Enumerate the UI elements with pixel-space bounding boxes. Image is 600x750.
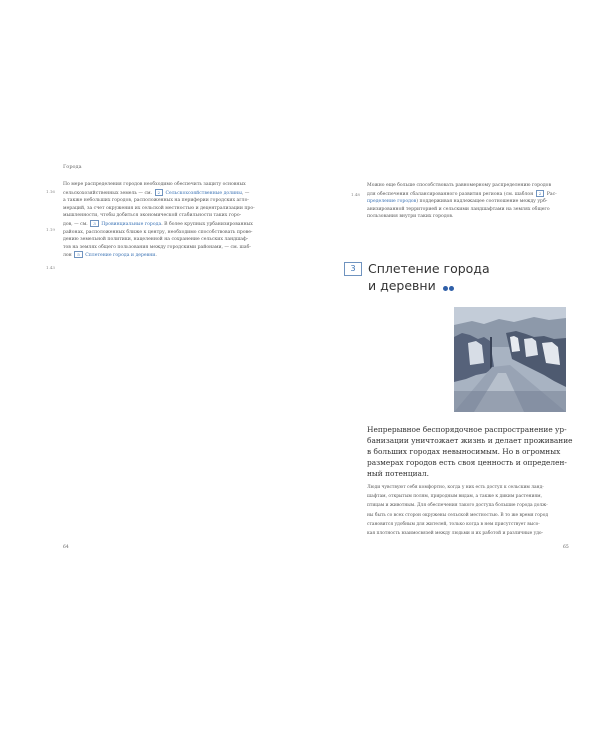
cross-reference-link[interactable]: Сельскохозяйственные долины [165,190,242,196]
text-line: По мере распределения городов необходимо обеспечить защиту основных [63,182,246,187]
village-street-photo [454,307,566,412]
right-body-text [367,483,567,538]
cross-reference-link[interactable]: Сплетение города и деревни [85,253,156,259]
text-line: пределение городов) поддерживая надлежащее соотношение между урб- [367,199,548,205]
text-line: дов, — см. 3 Провинциальные города. В более крупных урбанизированных [63,220,253,227]
margin-note: 1.48 [351,192,360,197]
pattern-number-badge[interactable]: 2 [155,189,164,196]
text-line: Можно еще больше способствовать равномерному распределению городов [367,183,552,188]
text-line: тов на землях общего пользования между городскими районами, — см. шаб- [63,244,251,250]
text-line: сельскохозяйственных земель — см. 2 Сельскохозяйственные долины, — [63,189,250,196]
chapter-title-line: Сплетение города [368,261,490,276]
margin-note: 1.43 [46,265,55,270]
text-line: мышленности, чтобы добиться экономической стабильности таких горо- [63,213,242,219]
chapter-title-line: и деревни [368,278,436,293]
page-number: 65 [563,545,569,550]
text-line: ны быть со всех сторон окружены сельской местностью. В то же время город [367,512,549,518]
text-line: Люди чувствуют себя комфортно, когда у них есть доступ к сельским ланд- [367,485,544,490]
chapter-dots-icon [443,278,455,295]
text-line: становится удобным для жителей, только когда в нем присутствует высо- [367,521,540,527]
text-line: а также небольших городов, расположенных на периферии городских агло- [63,198,249,204]
text-line: для обеспечения сбалансированного развития региона (см. шаблон 2 Рас- [367,190,557,197]
pattern-number-badge[interactable]: 2 [536,190,545,197]
lead-line: в больших городах невыносимым. Но в огромных [367,447,561,456]
text-line: птицам и животным. Для обеспечения такого доступа большие города долж- [367,503,548,509]
lead-paragraph [367,424,573,479]
lead-line: ный потенциал. [367,469,429,478]
right-page [300,0,600,750]
text-line: анизированной территорией и сельскими ландшафтами на землях общего [367,206,550,212]
pattern-number-badge[interactable]: 5 [74,251,83,258]
margin-note: 1.16 [46,189,55,194]
cross-reference-link[interactable]: Провинциальные города [101,221,162,227]
text-line: мераций, за счет окружения их сельской местностью и децентрализации про- [63,205,255,211]
chapter-title [368,260,508,295]
text-line: кая плотность взаимосвязей между людьми и их работой и различные удо- [367,531,544,537]
text-line: районах, расположенных ближе к центру, необходимо способствовать прове- [63,229,253,235]
text-line: лон 5 Сплетение города и деревни. [63,252,157,259]
text-line: шафтам, открытым полям, природным видам, а также к диким растениям, [367,494,542,500]
lead-line: Непрерывное беспорядочное распространение ур- [367,425,567,434]
cross-reference-link[interactable]: пределение городов [367,199,417,205]
right-top-text [367,182,571,221]
lead-line: банизации уничтожает жизнь и делает проживание [367,436,573,445]
running-head: Города [63,164,82,170]
pattern-number-badge[interactable]: 3 [90,220,99,227]
lead-line: размерах городов есть своя ценность и определен- [367,458,567,467]
margin-note: 1.19 [46,227,55,232]
page-number: 64 [63,545,69,550]
text-line: дению земельной политики, нацеленной на сохранение сельских ландшаф- [63,237,249,243]
left-body-text [63,181,271,260]
text-line: пользования внутри таких городов. [367,214,454,220]
chapter-number: 3 [344,262,362,276]
